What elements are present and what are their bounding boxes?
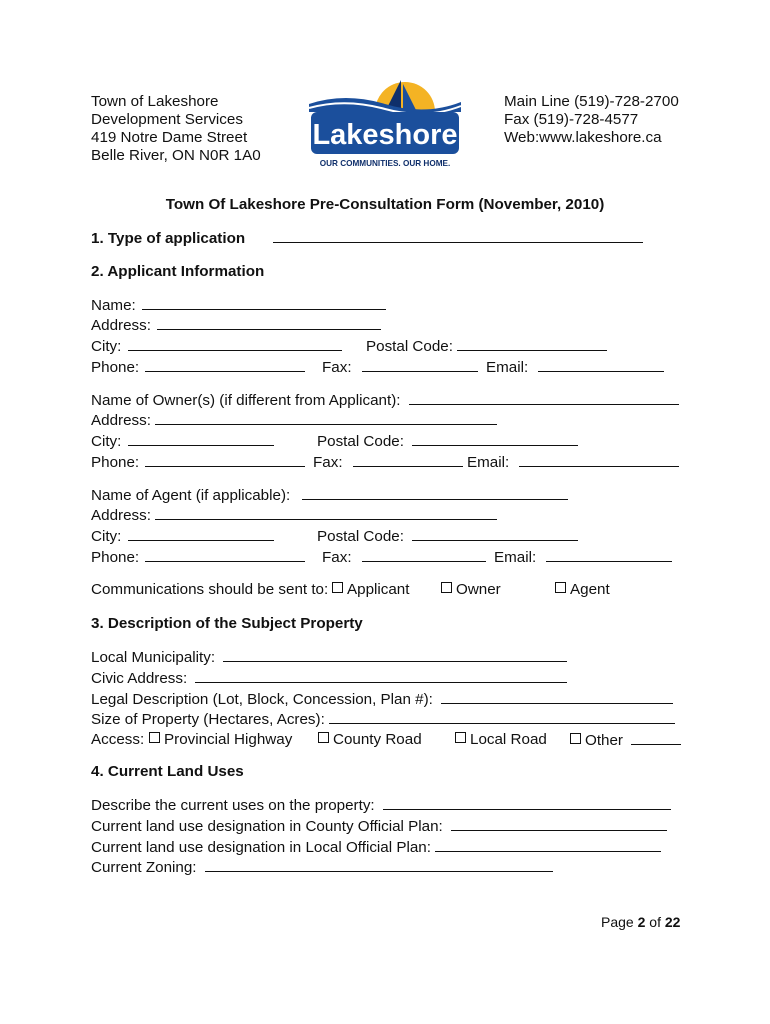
applicant-email-label: Email: [486, 359, 529, 376]
applicant-name-label: Name: [91, 297, 136, 314]
applicant-phone-row [91, 357, 305, 379]
address-line: Belle River, ON N0R 1A0 [91, 147, 261, 164]
checkbox-icon [455, 732, 466, 743]
current-land-uses-heading: 4. Current Land Uses [91, 763, 244, 780]
page-total: 22 [664, 914, 681, 930]
applicant-email-row [486, 357, 664, 379]
address-line: 419 Notre Dame Street [91, 129, 248, 146]
applicant-name-row [91, 295, 386, 317]
owner-name-label: Name of Owner(s) (if different from Applicant): [91, 392, 401, 409]
owner-city-label: City: [91, 433, 122, 450]
agent-email-field[interactable] [546, 547, 672, 562]
communications-owner-checkbox[interactable] [441, 580, 501, 601]
current-zoning-label: Current Zoning: [91, 859, 197, 876]
checkbox-icon [332, 582, 343, 593]
agent-postal-field[interactable] [412, 526, 578, 541]
lakeshore-logo [305, 78, 465, 170]
type-of-application-field[interactable] [273, 228, 643, 243]
applicant-address-label: Address: [91, 317, 151, 334]
communications-label: Communications should be sent to: [91, 581, 329, 598]
agent-phone-label: Phone: [91, 549, 140, 566]
civic-address-field[interactable] [195, 668, 567, 683]
agent-phone-field[interactable] [145, 547, 305, 562]
page-current: 2 [637, 914, 646, 930]
agent-fax-field[interactable] [362, 547, 486, 562]
logo-graphic-icon [305, 78, 465, 170]
checkbox-icon [555, 582, 566, 593]
page-word: Page [601, 914, 634, 930]
applicant-postal-field[interactable] [457, 336, 607, 351]
owner-city-row [91, 431, 274, 453]
checkbox-icon [149, 732, 160, 743]
checkbox-icon [318, 732, 329, 743]
owner-phone-label: Phone: [91, 454, 140, 471]
current-uses-field[interactable] [383, 795, 671, 810]
contact-line: Main Line (519)-728-2700 [504, 93, 679, 110]
access-other-field[interactable] [631, 730, 681, 745]
local-official-plan-field[interactable] [435, 837, 661, 852]
checkbox-label: Owner [456, 581, 501, 598]
owner-city-field[interactable] [128, 431, 274, 446]
civic-address-row [91, 668, 567, 690]
current-uses-label: Describe the current uses on the property: [91, 797, 375, 814]
applicant-phone-label: Phone: [91, 359, 140, 376]
address-line: Town of Lakeshore [91, 93, 219, 110]
communications-applicant-checkbox[interactable] [332, 580, 409, 601]
property-size-field[interactable] [329, 709, 675, 724]
logo-wordmark: Lakeshore [312, 119, 458, 151]
owner-address-field[interactable] [155, 410, 497, 425]
town-address-block [91, 93, 261, 165]
applicant-information-heading: 2. Applicant Information [91, 263, 265, 280]
owner-email-label: Email: [467, 454, 510, 471]
owner-email-field[interactable] [519, 452, 679, 467]
contact-line: Fax (519)-728-4577 [504, 111, 639, 128]
address-line: Development Services [91, 111, 243, 128]
form-title: Town Of Lakeshore Pre-Consultation Form (November, 2010) [165, 196, 605, 213]
access-county-road-checkbox[interactable] [318, 730, 422, 751]
owner-postal-row [317, 431, 578, 453]
checkbox-label: County Road [333, 731, 422, 748]
owner-fax-label: Fax: [313, 454, 343, 471]
owner-fax-field[interactable] [353, 452, 463, 467]
checkbox-label: Agent [570, 581, 610, 598]
owner-name-field[interactable] [409, 390, 679, 405]
applicant-postal-label: Postal Code: [366, 338, 453, 355]
logo-tagline: OUR COMMUNITIES. OUR HOME. [319, 159, 451, 168]
current-uses-row [91, 795, 671, 817]
agent-city-row [91, 526, 274, 548]
page-of-word: of [649, 914, 661, 930]
agent-city-label: City: [91, 528, 122, 545]
local-official-plan-label: Current land use designation in Local Official Plan: [91, 839, 431, 856]
local-official-plan-row [91, 837, 661, 859]
applicant-city-label: City: [91, 338, 122, 355]
agent-address-label: Address: [91, 507, 151, 524]
local-municipality-row [91, 647, 567, 669]
subject-property-heading: 3. Description of the Subject Property [91, 615, 363, 632]
owner-postal-field[interactable] [412, 431, 578, 446]
current-zoning-field[interactable] [205, 857, 553, 872]
owner-phone-row [91, 452, 305, 474]
local-municipality-label: Local Municipality: [91, 649, 216, 666]
communications-agent-checkbox[interactable] [555, 580, 610, 601]
town-contact-block [504, 93, 679, 147]
owner-address-row [91, 410, 497, 432]
access-label: Access: [91, 731, 145, 748]
local-municipality-field[interactable] [223, 647, 567, 662]
agent-city-field[interactable] [128, 526, 274, 541]
agent-name-row [91, 485, 568, 507]
agent-postal-row [317, 526, 578, 548]
legal-description-label: Legal Description (Lot, Block, Concession, Plan #): [91, 691, 433, 708]
owner-phone-field[interactable] [145, 452, 305, 467]
county-official-plan-label: Current land use designation in County Official Plan: [91, 818, 443, 835]
current-zoning-row [91, 857, 553, 879]
property-size-row [91, 709, 675, 731]
owner-postal-label: Postal Code: [317, 433, 404, 450]
applicant-fax-label: Fax: [322, 359, 352, 376]
property-size-label: Size of Property (Hectares, Acres): [91, 711, 325, 728]
checkbox-label: Local Road [470, 731, 547, 748]
agent-email-label: Email: [494, 549, 537, 566]
checkbox-label: Provincial Highway [164, 731, 293, 748]
agent-name-field[interactable] [302, 485, 568, 500]
applicant-postal-row [366, 336, 607, 358]
county-official-plan-field[interactable] [451, 816, 667, 831]
agent-address-field[interactable] [155, 505, 497, 520]
county-official-plan-row [91, 816, 667, 838]
agent-postal-label: Postal Code: [317, 528, 404, 545]
applicant-address-field[interactable] [157, 315, 381, 330]
access-other-checkbox[interactable] [570, 730, 681, 752]
agent-fax-label: Fax: [322, 549, 352, 566]
owner-fax-row [313, 452, 463, 474]
agent-fax-row [322, 547, 486, 569]
applicant-fax-row [322, 357, 478, 379]
applicant-email-field[interactable] [538, 357, 664, 372]
owner-address-label: Address: [91, 412, 151, 429]
agent-address-row [91, 505, 497, 527]
checkbox-label: Other [585, 732, 623, 749]
legal-description-row [91, 689, 673, 711]
checkbox-icon [570, 733, 581, 744]
access-local-road-checkbox[interactable] [455, 730, 547, 751]
applicant-phone-field[interactable] [145, 357, 305, 372]
applicant-city-row [91, 336, 342, 358]
access-provincial-highway-checkbox[interactable] [149, 730, 292, 751]
agent-name-label: Name of Agent (if applicable): [91, 487, 291, 504]
type-of-application-row [91, 228, 643, 250]
checkbox-icon [441, 582, 452, 593]
applicant-address-row [91, 315, 381, 337]
owner-email-row [467, 452, 679, 474]
applicant-name-field[interactable] [142, 295, 386, 310]
contact-line: Web:www.lakeshore.ca [504, 129, 662, 146]
applicant-city-field[interactable] [128, 336, 342, 351]
type-of-application-label: 1. Type of application [91, 230, 246, 247]
legal-description-field[interactable] [441, 689, 673, 704]
applicant-fax-field[interactable] [362, 357, 478, 372]
checkbox-label: Applicant [347, 581, 410, 598]
agent-phone-row [91, 547, 305, 569]
civic-address-label: Civic Address: [91, 670, 188, 687]
page-number [601, 914, 680, 930]
owner-name-row [91, 390, 679, 412]
agent-email-row [494, 547, 672, 569]
